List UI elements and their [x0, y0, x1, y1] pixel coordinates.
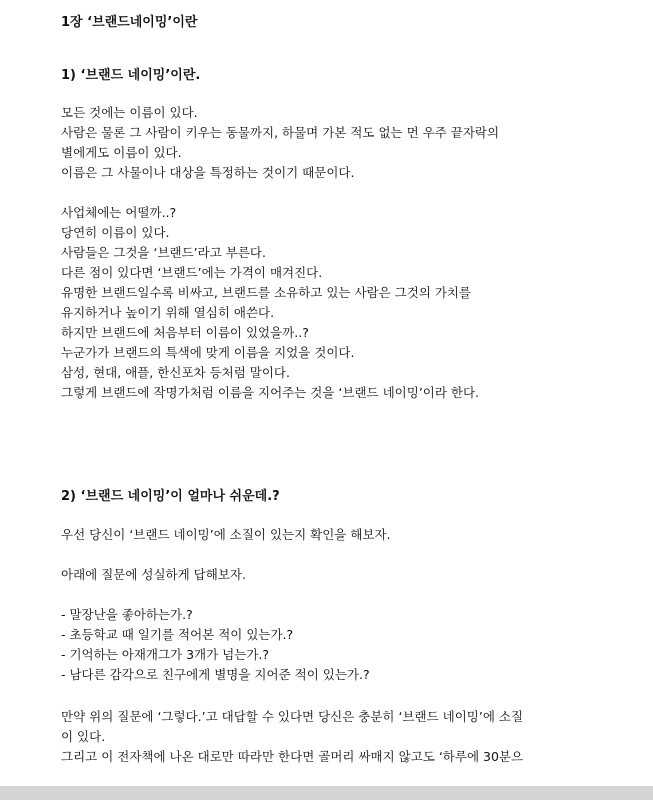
- list-item: - 말장난을 좋아하는가.?: [61, 607, 193, 622]
- text-line: 유지하거나 높이기 위해 열심히 애쓴다.: [61, 305, 275, 320]
- chapter-title: 1장 ‘브랜드네이밍’이란: [61, 15, 198, 30]
- question-list: [61, 605, 621, 685]
- text-line: 우선 당신이 ‘브랜드 네이밍’에 소질이 있는지 확인을 해보자.: [61, 527, 391, 542]
- text-line: 별에게도 이름이 있다.: [61, 145, 182, 160]
- text-line: 그리고 이 전자책에 나온 대로만 따라만 한다면 골머리 싸매지 않고도 ‘하루에 30분으: [61, 749, 524, 764]
- list-item: - 기억하는 아재개그가 3개가 넘는가.?: [61, 647, 270, 662]
- text-line: 하지만 브랜드에 처음부터 이름이 있었을까..?: [61, 325, 309, 340]
- paragraph-1: [61, 103, 621, 183]
- intro-text: [61, 525, 621, 545]
- page-separator: [0, 786, 653, 800]
- text-line: 다른 점이 있다면 ‘브랜드’에는 가격이 매겨진다.: [61, 265, 323, 280]
- closing-paragraph: [61, 707, 621, 767]
- section-heading-1: 1) ‘브랜드 네이밍’이란.: [61, 68, 201, 83]
- text-line: 그렇게 브랜드에 작명가처럼 이름을 지어주는 것을 ‘브랜드 네이밍’이라 한다.: [61, 385, 480, 400]
- text-line: 사람은 물론 그 사람이 키우는 동물까지, 하물며 가본 적도 없는 먼 우주 끝자락의: [61, 125, 500, 140]
- list-item: - 초등학교 때 일기를 적어본 적이 있는가.?: [61, 627, 294, 642]
- text-line: 사람들은 그것을 ‘브랜드’라고 부른다.: [61, 245, 266, 260]
- prompt-text: [61, 565, 621, 585]
- text-line: 이름은 그 사물이나 대상을 특정하는 것이기 때문이다.: [61, 165, 355, 180]
- text-line: 모든 것에는 이름이 있다.: [61, 105, 198, 120]
- text-line: 당연히 이름이 있다.: [61, 225, 170, 240]
- text-line: 사업체에는 어떨까..?: [61, 205, 177, 220]
- text-line: 아래에 질문에 성실하게 답해보자.: [61, 567, 246, 582]
- text-line: 유명한 브랜드일수록 비싸고, 브랜드를 소유하고 있는 사람은 그것의 가치를: [61, 285, 472, 300]
- text-line: 만약 위의 질문에 ‘그렇다.’고 대답할 수 있다면 당신은 충분히 ‘브랜드 네이밍’에 소질: [61, 709, 524, 724]
- text-line: 이 있다.: [61, 729, 106, 744]
- text-line: 삼성, 현대, 애플, 한신포차 등처럼 말이다.: [61, 365, 290, 380]
- section-heading-2: 2) ‘브랜드 네이밍’이 얼마나 쉬운데.?: [61, 489, 280, 504]
- paragraph-2: [61, 203, 621, 403]
- text-line: 누군가가 브랜드의 특색에 맞게 이름을 지었을 것이다.: [61, 345, 355, 360]
- list-item: - 남다른 감각으로 친구에게 별명을 지어준 적이 있는가.?: [61, 667, 370, 682]
